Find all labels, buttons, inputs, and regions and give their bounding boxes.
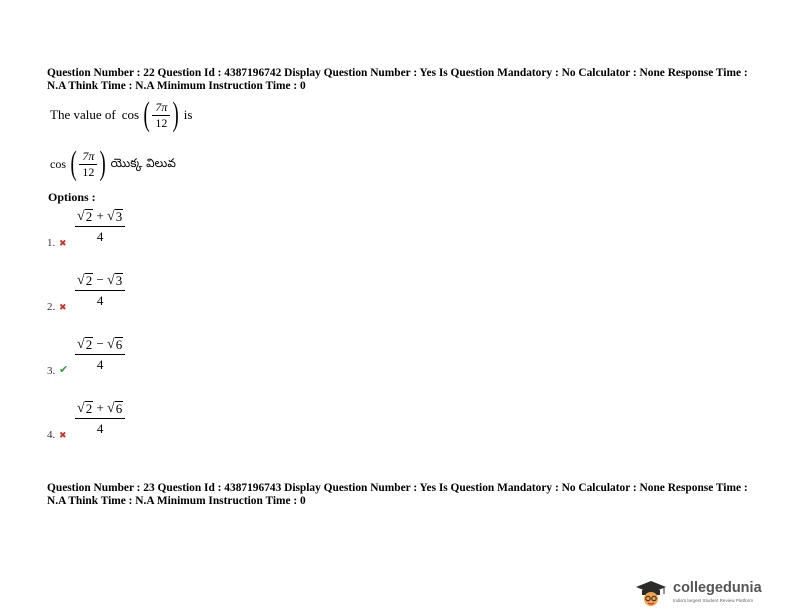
- graduate-cap-icon: [633, 578, 669, 608]
- option-index: 2.: [47, 301, 56, 313]
- options-label: Options :: [48, 190, 96, 204]
- cross-icon: ✖: [59, 238, 67, 248]
- argument-numerator: 7π: [152, 101, 170, 116]
- option-fraction: √ 2 − √ 3 4: [75, 272, 125, 308]
- question-23-meta: Question Number : 23 Question Id : 4387196743 Display Question Number : Yes Is Question Mandatory : No Calculator : None Response Time : N.A Think Time : N.A Minimum Instruction Time : 0: [47, 482, 748, 508]
- logo-tagline: India's largest Student Review Platform: [673, 598, 754, 603]
- argument-parenthesis-telugu: ( $\frac{7\pi}{12}$ ): [70, 145, 107, 182]
- question-text-english: [50, 98, 192, 132]
- option-fraction: √ 2 + √ 6 4: [75, 400, 125, 436]
- argument-denominator: 12: [155, 115, 168, 130]
- question-suffix-telugu: యొక్క విలువ: [110, 155, 176, 170]
- argument-denominator-telugu: 12: [82, 164, 95, 179]
- logo-wordmark: collegedunia: [673, 580, 762, 596]
- cross-icon: ✖: [59, 430, 67, 440]
- option-index: 3.: [47, 365, 56, 377]
- cos-label: cos: [121, 107, 140, 122]
- collegedunia-logo: [633, 578, 783, 608]
- question-22-meta: Question Number : 22 Question Id : 4387196742 Display Question Number : Yes Is Question Mandatory : No Calculator : None Response Time : N.A Think Time : N.A Minimum Instruction Time : 0: [47, 67, 748, 93]
- check-icon: ✔: [59, 364, 69, 376]
- cross-icon: ✖: [59, 302, 67, 312]
- question-prefix: The value of: [50, 107, 116, 122]
- question-text-telugu: [50, 147, 176, 181]
- argument-numerator-telugu: 7π: [79, 150, 97, 165]
- cos-label-telugu: cos: [50, 156, 66, 171]
- argument-fraction-telugu: [79, 150, 97, 179]
- option-fraction: √ 2 + √ 3 4: [75, 208, 125, 244]
- question-suffix: is: [183, 107, 193, 122]
- argument-fraction: [152, 101, 170, 130]
- option-fraction: √ 2 − √ 6 4: [75, 336, 125, 372]
- argument-parenthesis: ( $\frac{7\pi}{12}$ ): [143, 96, 180, 133]
- option-index: 1.: [47, 237, 56, 249]
- option-index: 4.: [47, 429, 56, 441]
